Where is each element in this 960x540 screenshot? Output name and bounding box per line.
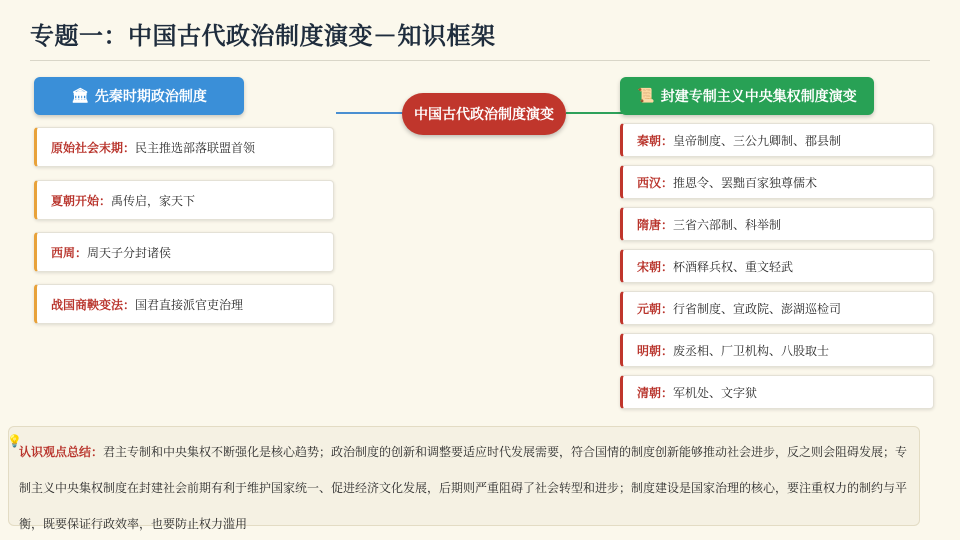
- summary-text: 君主专制和中央集权不断强化是核心趋势；政治制度的创新和调整要适应时代发展需要，符合国情的制度创新能够推动社会进步，反之则会阻碍发展；专制主义中央集权制度在封建社会前期有利于维护国家统一、促进经济文化发展，后期则严重阻碍了社会转型和进步；制度建设是国家治理的核心，要注重权力的制约与平衡，既要保证行政效率，也要防止权力滥用: [19, 445, 908, 531]
- right-item: [620, 249, 934, 283]
- item-key: 元朝：: [637, 301, 674, 316]
- item-key: 原始社会末期：: [51, 140, 136, 155]
- left-item: [34, 232, 334, 272]
- center-node: 中国古代政治制度演变: [402, 93, 566, 135]
- bank-icon: 🏛: [71, 88, 89, 104]
- item-key: 西汉：: [637, 175, 674, 190]
- item-key: 夏朝开始：: [51, 193, 112, 208]
- left-branch-heading: [34, 77, 244, 115]
- item-value: 国君直接派官吏治理: [135, 297, 244, 312]
- item-value: 周天子分封诸侯: [87, 245, 172, 260]
- right-heading-label: 封建专制主义中央集权制度演变: [660, 89, 857, 105]
- scroll-icon: 📜: [637, 88, 655, 104]
- item-value: 废丞相、厂卫机构、八股取士: [673, 343, 830, 358]
- item-key: 明朝：: [637, 343, 674, 358]
- item-key: 战国商鞅变法：: [51, 297, 136, 312]
- item-value: 推恩令、罢黜百家独尊儒术: [673, 175, 818, 190]
- right-item: [620, 165, 934, 199]
- right-item: [620, 291, 934, 325]
- right-branch-heading: [620, 77, 874, 115]
- item-value: 皇帝制度、三公九卿制、郡县制: [673, 133, 842, 148]
- summary-box: [7, 426, 920, 531]
- left-heading-label: 先秦时期政治制度: [94, 89, 207, 105]
- item-value: 行省制度、宣政院、澎湖巡检司: [673, 301, 842, 316]
- left-item: [34, 180, 334, 220]
- left-item: [34, 127, 334, 167]
- item-key: 隋唐：: [637, 217, 674, 232]
- connector-left: [336, 112, 408, 114]
- item-value: 军机处、文字狱: [673, 385, 758, 400]
- summary-label: 认识观点总结：: [19, 445, 104, 459]
- page-title: 专题一：中国古代政治制度演变－知识框架: [30, 21, 496, 50]
- item-value: 民主推选部落联盟首领: [135, 140, 256, 155]
- item-key: 西周：: [51, 245, 88, 260]
- item-key: 宋朝：: [637, 259, 674, 274]
- left-item: [34, 284, 334, 324]
- item-value: 杯酒释兵权、重文轻武: [673, 259, 794, 274]
- item-key: 清朝：: [637, 385, 674, 400]
- right-item: [620, 333, 934, 367]
- title-divider: [30, 60, 930, 61]
- right-item: [620, 123, 934, 157]
- connector-right: [566, 112, 624, 114]
- right-item: [620, 207, 934, 241]
- item-key: 秦朝：: [637, 133, 674, 148]
- item-value: 禹传启，家天下: [111, 193, 196, 208]
- item-value: 三省六部制、科举制: [673, 217, 782, 232]
- lightbulb-icon: 💡: [7, 434, 22, 448]
- right-item: [620, 375, 934, 409]
